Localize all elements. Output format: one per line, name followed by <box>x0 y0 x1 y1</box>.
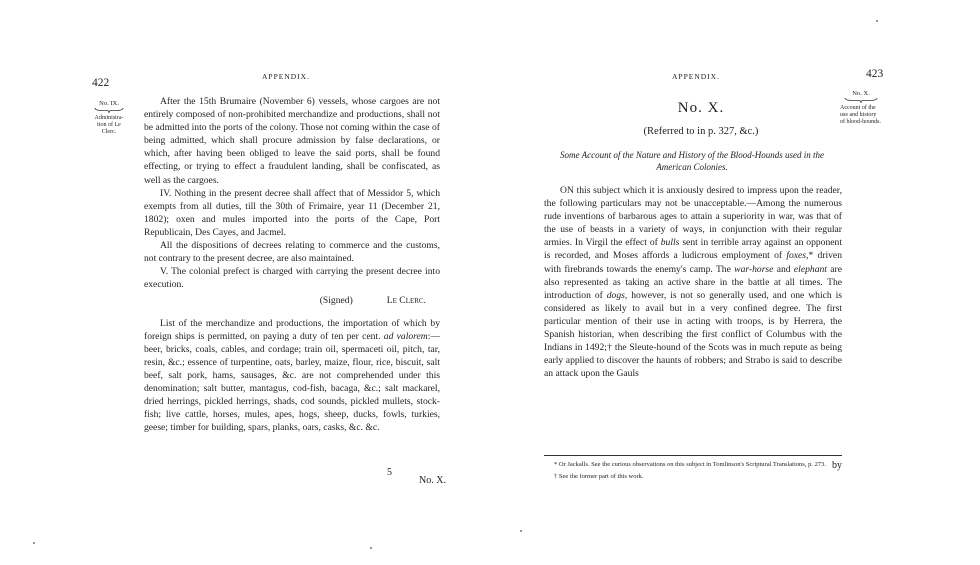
footnote-rule <box>544 455 842 456</box>
left-body <box>144 95 440 434</box>
signature-mark: 5 <box>387 467 392 478</box>
footnote-2: † See the former part of this work. <box>554 472 644 480</box>
reference-line: (Referred to in p. 327, &c.) <box>643 126 759 137</box>
signature-line <box>144 294 440 307</box>
catchword: No. X. <box>419 475 446 486</box>
text-run: and <box>773 263 794 275</box>
italic-term: foxes <box>786 250 807 262</box>
catchword: by <box>832 460 842 471</box>
italic-term: elephant <box>793 263 827 275</box>
sidenote-text: Administra-tion of Le Clerc. <box>94 115 124 135</box>
section-heading: No. X. <box>677 100 725 116</box>
text-run: ON this subject which it is anxiously desired to impress upon the reader, the following particulars may not be unacceptable.—Among the numerous rude inventions of barbarous ages to attain a superiority in war, was that of the use of beasts in a variety of ways, in conjunction with their regular armies. In Virgil the effect of <box>544 185 842 249</box>
body-paragraph <box>544 184 842 380</box>
brace-icon <box>94 108 124 113</box>
footnote <box>544 461 842 481</box>
paragraph: After the 15th Brumaire (November 6) vessels, whose cargoes are not entirely composed of non-prohibited merchandize and productions, shall not be admitted into the ports of the colony. Those not coming within the case of being admitted, which shall procure admission by false declarations, or which, after having been obliged to leave the said ports, shall be found effecting, or trying to effect a fraudulent landing, shall be confiscated, as well as the cargoes. <box>144 96 440 186</box>
running-head: APPENDIX. <box>262 72 310 81</box>
paragraph: V. The colonial prefect is charged with carrying the present decree into execution. <box>144 266 440 291</box>
text-run: ,* driven with firebrands towards the enemy's camp. The <box>544 250 842 275</box>
italic-term: war-horse <box>734 263 774 275</box>
page-number: 422 <box>92 77 110 89</box>
running-head: APPENDIX. <box>672 72 720 81</box>
sidenote-text: Account of the use and history of blood-hounds. <box>840 105 881 125</box>
footnote-1: * Or Jackalls. See the curious observations on this subject in Tomlinson's Scriptural Translations, p. 273. <box>554 461 826 468</box>
list-paragraph: List of the merchandize and productions, the importation of which by foreign ships is permitted, on paying a duty of ten per cent. ad valorem:—beer, bricks, coals, cables, and cordage; train oil, spermaceti oil, pitch, tar, resin, &c.; essence of turpentine, oats, barley, maize, flour, rice, biscuit, salt beef, salt pork, hams, sausages, &c. are not comprehended under this denomination; salt butter, mantagus, cod-fish, bacaga, &c.; salt mackarel, dried herrings, pickled herrings, shads, cod sounds, pickled mullets, stock-fish; live cattle, horses, mules, apes, hogs, sheep, ducks, fowls, turkies, geese; timber for building, spars, planks, oars, casks, &c. &c. <box>144 317 441 434</box>
italic-term: bulls <box>660 237 680 249</box>
text-run: sent in terrible array against an opponent is recorded, and Moses affords a ludicrous employment of <box>544 237 842 262</box>
right-page <box>490 0 980 565</box>
page-number: 423 <box>866 68 884 80</box>
sidenote-number: No. X. <box>852 90 870 97</box>
italic-term: dogs <box>606 289 625 301</box>
article-subtitle: Some Account of the Nature and History of the Blood-Hounds used in the American Colonies. <box>560 150 824 172</box>
signatory: Le Clerc. <box>386 295 426 307</box>
paragraph: All the dispositions of decrees relating to commerce and the customs, not contrary to the present decree, are also maintained. <box>144 240 440 265</box>
speck <box>876 20 878 22</box>
signed-label: (Signed) <box>319 295 353 307</box>
speck <box>33 542 35 544</box>
sidenote-number: No. IX. <box>99 100 119 107</box>
text-run: , however, is not so generally used, and one which is considered as likely to avail but in a very confined degree. The first particular mention of their use in acting with troops, is by Herrera, the Spanish historian, when describing the first conflict of Columbus with the Indians in 1492;† the Sleute-hound of the Scots was in much repute as being early applied to discover the haunts of robbers; and Strabo is said to describe an attack upon the Gauls <box>544 289 843 380</box>
text-run: are also represented as taking an active share in the battle at all times. The introduction of <box>544 263 842 301</box>
right-body <box>544 184 842 380</box>
speck <box>370 547 372 549</box>
sidenote <box>90 100 128 136</box>
paragraph: IV. Nothing in the present decree shall affect that of Messidor 5, which exempts from all duties, till the 30th of Frimaire, year 11 (December 21, 1802); oxen and mules imported into the ports of the Cape, Port Republicain, Des Cayes, and Jacmel. <box>144 187 440 238</box>
speck <box>520 530 522 532</box>
